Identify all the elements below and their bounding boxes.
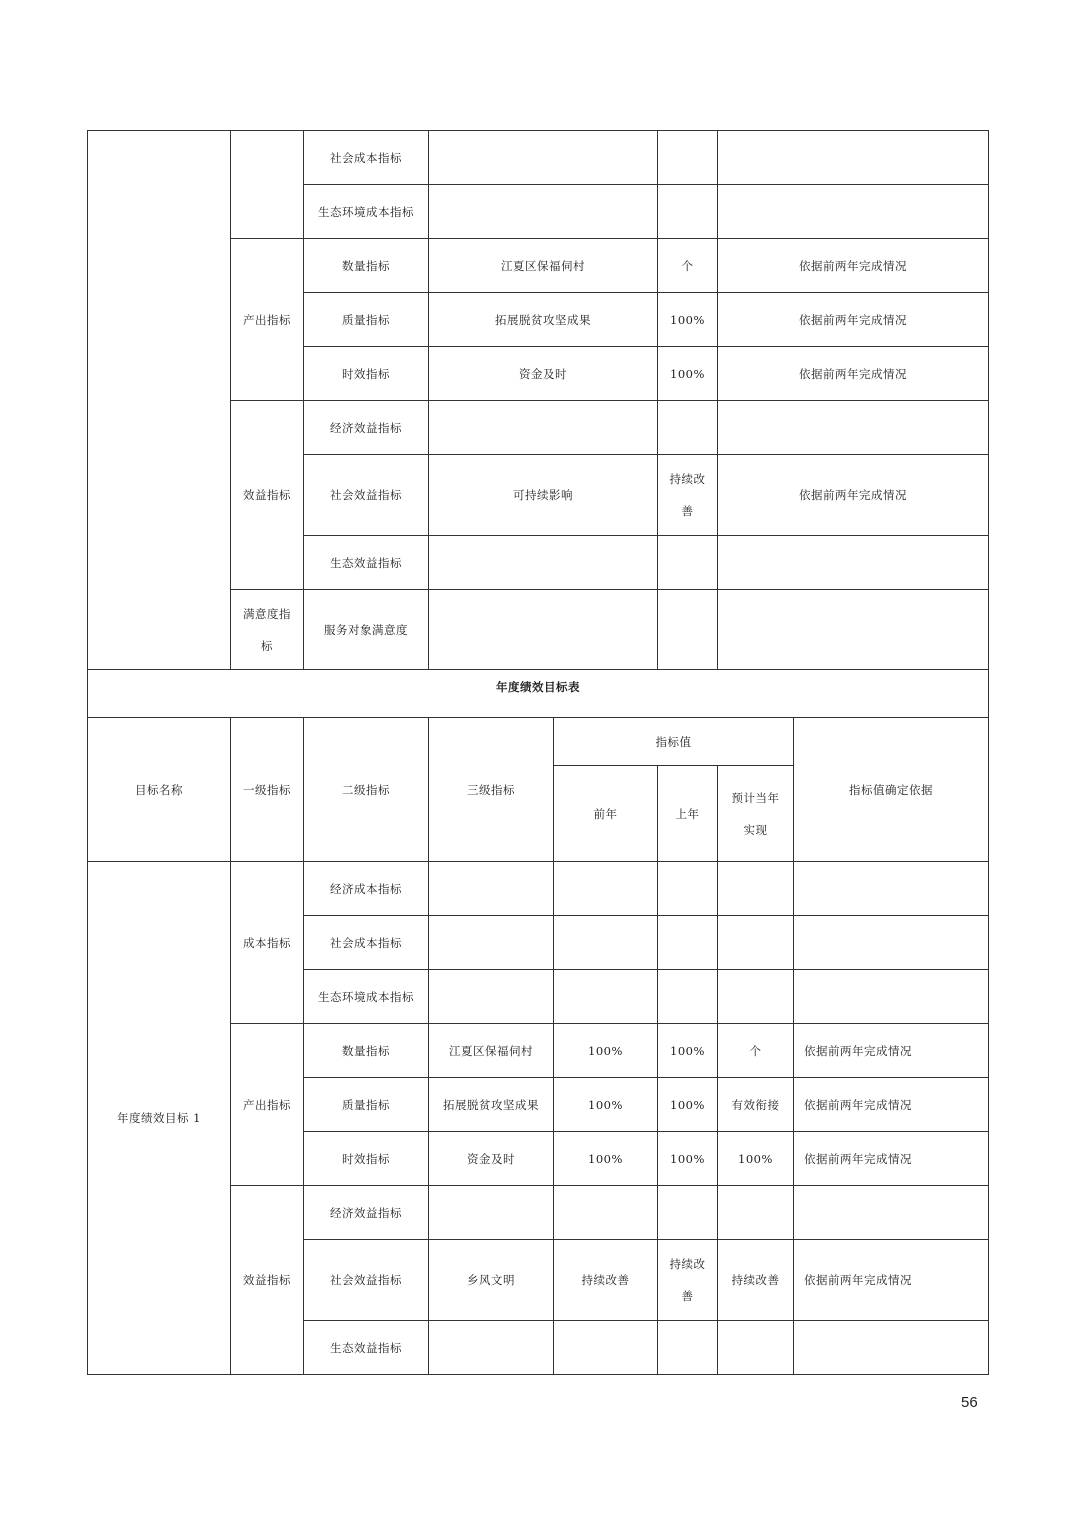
t2-level2: 生态环境成本指标: [304, 970, 429, 1024]
t1-level2: 生态效益指标: [304, 536, 429, 590]
t2-header-basis: 指标值确定依据: [794, 718, 989, 862]
t1-basis: [718, 590, 989, 670]
t1-value: [658, 590, 718, 670]
t2-level2: 时效指标: [304, 1132, 429, 1186]
t2-basis: 依据前两年完成情况: [794, 1078, 989, 1132]
t1-level1-satisfaction: [231, 590, 304, 670]
t2-level2: 数量指标: [304, 1024, 429, 1078]
t2-prev: 100%: [554, 1024, 658, 1078]
t1-l1-line1: 满意度指: [243, 606, 291, 621]
t1-basis: 依据前两年完成情况: [718, 293, 989, 347]
t1-level3: [429, 131, 658, 185]
t2-prev: [554, 1186, 658, 1240]
t1-basis: [718, 185, 989, 239]
t1-value: 100%: [658, 347, 718, 401]
t1-level3: 资金及时: [429, 347, 658, 401]
t2-header-row1: [88, 718, 989, 766]
t2-last: [658, 970, 718, 1024]
t2-prev: [554, 970, 658, 1024]
page-number: 56: [961, 1394, 978, 1411]
t2-expected: 持续改善: [718, 1240, 794, 1321]
t2-level1-benefit: 效益指标: [231, 1186, 304, 1375]
t1-level2: 服务对象满意度: [304, 590, 429, 670]
performance-table: [87, 130, 989, 1375]
t1-level2: 质量指标: [304, 293, 429, 347]
t1-level2: 社会效益指标: [304, 455, 429, 536]
t2-level3: [429, 1321, 554, 1375]
t1-level3: [429, 536, 658, 590]
t2-prev: [554, 1321, 658, 1375]
t2-header-value-group: 指标值: [554, 718, 794, 766]
t1-basis: [718, 536, 989, 590]
t2-last-line2: 善: [681, 1289, 694, 1303]
t2-prev: [554, 862, 658, 916]
t2-header-level3: 三级指标: [429, 718, 554, 862]
t2-expected: 个: [718, 1024, 794, 1078]
t1-basis: 依据前两年完成情况: [718, 455, 989, 536]
t2-expected: [718, 916, 794, 970]
t1-level3: [429, 401, 658, 455]
t1-level3: 可持续影响: [429, 455, 658, 536]
t2-level3: [429, 862, 554, 916]
t2-header-prev-year: 前年: [554, 766, 658, 862]
t2-basis: 依据前两年完成情况: [794, 1240, 989, 1321]
t2-level3: 乡风文明: [429, 1240, 554, 1321]
t1-value: [658, 185, 718, 239]
t1-level2: 时效指标: [304, 347, 429, 401]
t1-value: 个: [658, 239, 718, 293]
t2-title-row: [88, 670, 989, 718]
t2-basis: [794, 862, 989, 916]
t1-value: 100%: [658, 293, 718, 347]
t1-target-cell: [88, 131, 231, 670]
t1-level1-cost: [231, 131, 304, 239]
t1-value: [658, 401, 718, 455]
t2-last: [658, 1240, 718, 1321]
t2-level2: 质量指标: [304, 1078, 429, 1132]
t2-level2: 经济成本指标: [304, 862, 429, 916]
t1-level3: [429, 185, 658, 239]
t2-level1-output: 产出指标: [231, 1024, 304, 1186]
t2-level2: 经济效益指标: [304, 1186, 429, 1240]
t2-expected: [718, 1186, 794, 1240]
t1-basis: [718, 401, 989, 455]
t1-basis: 依据前两年完成情况: [718, 239, 989, 293]
t1-value: [658, 536, 718, 590]
t2-basis: [794, 1186, 989, 1240]
t2-header-expected-line1: 预计当年: [731, 790, 780, 805]
t2-header-expected-line2: 实现: [743, 822, 768, 837]
t2-level2: 社会效益指标: [304, 1240, 429, 1321]
t1-level2: 生态环境成本指标: [304, 185, 429, 239]
t2-basis: [794, 916, 989, 970]
t2-basis: [794, 1321, 989, 1375]
t1-level3: 拓展脱贫攻坚成果: [429, 293, 658, 347]
t2-header-level2: 二级指标: [304, 718, 429, 862]
t2-header-target-name: 目标名称: [88, 718, 231, 862]
t2-expected: [718, 970, 794, 1024]
t2-level3: 资金及时: [429, 1132, 554, 1186]
t1-l1-line2: 标: [261, 638, 273, 653]
t2-last: 100%: [658, 1132, 718, 1186]
document-table: [87, 130, 988, 1375]
t2-row-econ-cost: [88, 862, 989, 916]
t2-last: 100%: [658, 1024, 718, 1078]
t2-level3: [429, 1186, 554, 1240]
t1-level2: 经济效益指标: [304, 401, 429, 455]
t2-header-expected: [718, 766, 794, 862]
t2-level1-cost: 成本指标: [231, 862, 304, 1024]
t2-basis: 依据前两年完成情况: [794, 1132, 989, 1186]
t1-level2: 数量指标: [304, 239, 429, 293]
t2-prev: [554, 916, 658, 970]
t1-level3: [429, 590, 658, 670]
t2-last: [658, 1186, 718, 1240]
t2-title: 年度绩效目标表: [88, 670, 989, 718]
t2-level3: [429, 970, 554, 1024]
t1-basis: 依据前两年完成情况: [718, 347, 989, 401]
t1-level1-output: 产出指标: [231, 239, 304, 401]
t1-basis: [718, 131, 989, 185]
t2-header-level1: 一级指标: [231, 718, 304, 862]
t2-basis: 依据前两年完成情况: [794, 1024, 989, 1078]
t2-last: [658, 916, 718, 970]
t1-value: [658, 455, 718, 536]
t1-level1-benefit: 效益指标: [231, 401, 304, 590]
t2-last-line1: 持续改: [669, 1257, 706, 1271]
t2-level3: 江夏区保福伺村: [429, 1024, 554, 1078]
t2-prev: 100%: [554, 1132, 658, 1186]
t2-header-last-year: 上年: [658, 766, 718, 862]
t2-level2: 生态效益指标: [304, 1321, 429, 1375]
t1-row-social-cost: [88, 131, 989, 185]
t2-expected: 有效衔接: [718, 1078, 794, 1132]
t1-value-line1: 持续改: [669, 472, 706, 486]
t1-level3: 江夏区保福伺村: [429, 239, 658, 293]
t2-last: [658, 1321, 718, 1375]
t2-expected: [718, 1321, 794, 1375]
t2-last: 100%: [658, 1078, 718, 1132]
t2-basis: [794, 970, 989, 1024]
t2-expected: [718, 862, 794, 916]
t2-target-name: 年度绩效目标 1: [88, 862, 231, 1375]
t1-value: [658, 131, 718, 185]
t1-level2: 社会成本指标: [304, 131, 429, 185]
t2-last: [658, 862, 718, 916]
t1-value-line2: 善: [681, 504, 694, 518]
t2-level3: [429, 916, 554, 970]
t2-prev: 持续改善: [554, 1240, 658, 1321]
t2-level3: 拓展脱贫攻坚成果: [429, 1078, 554, 1132]
t2-prev: 100%: [554, 1078, 658, 1132]
t2-level2: 社会成本指标: [304, 916, 429, 970]
t2-expected: 100%: [718, 1132, 794, 1186]
